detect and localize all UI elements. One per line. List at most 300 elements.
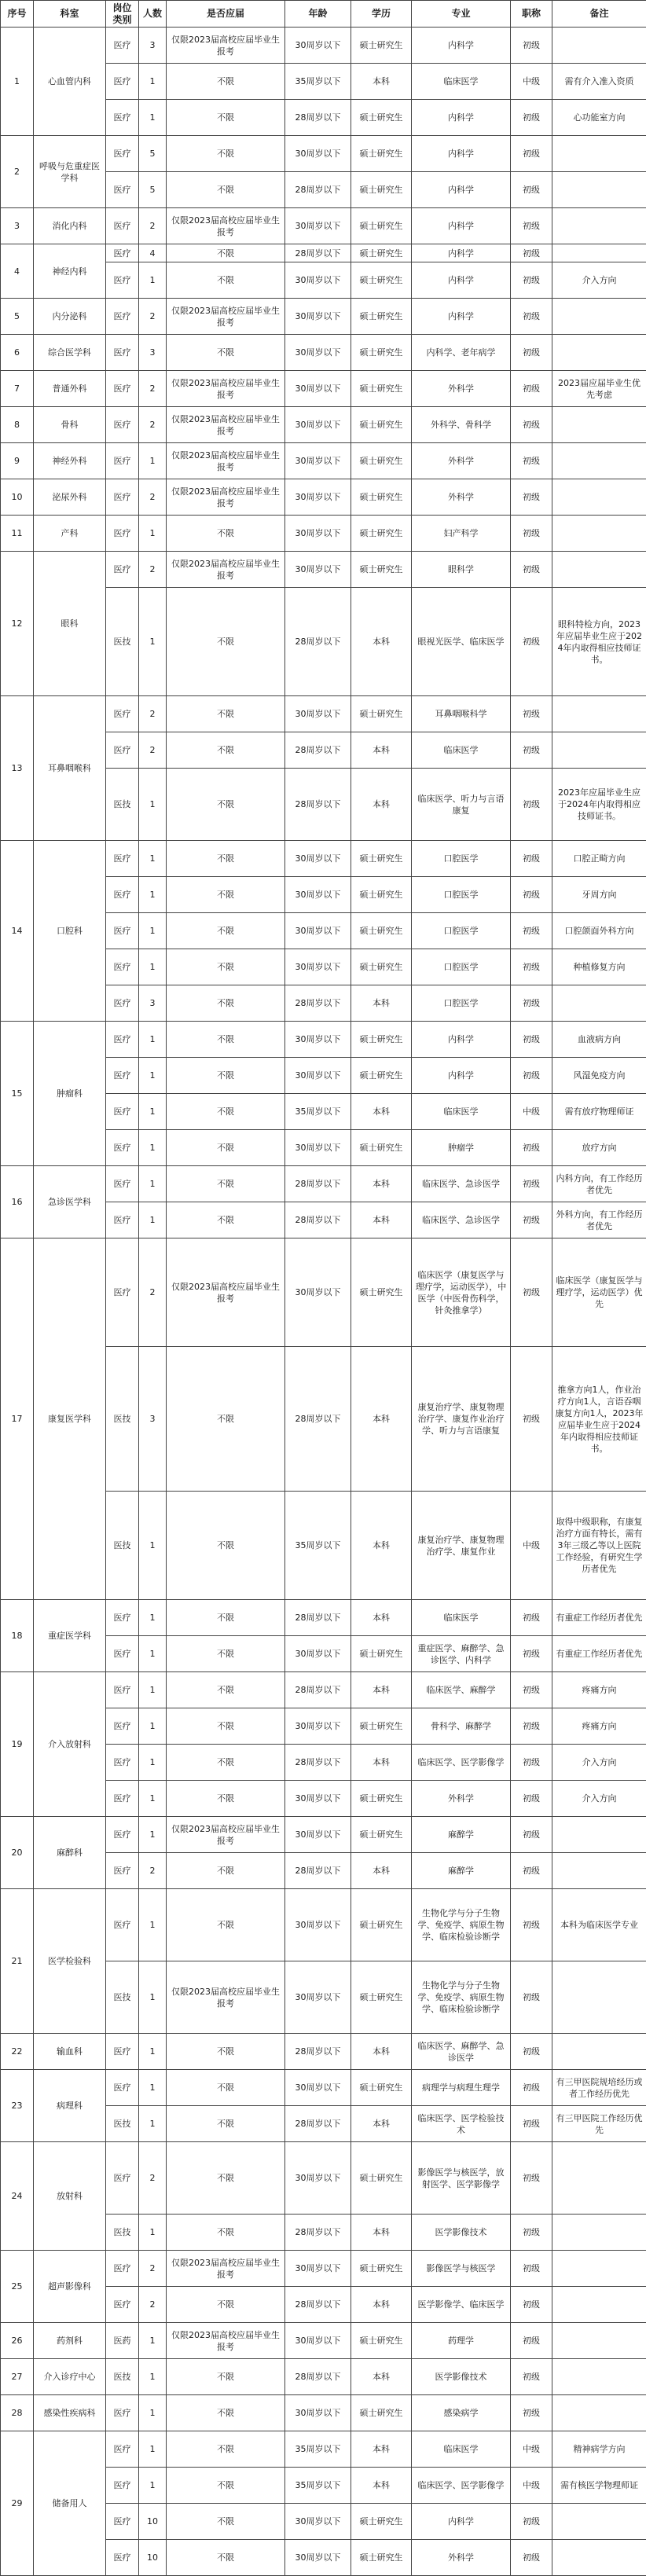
- remarks-cell: 介入方向: [552, 1745, 646, 1781]
- age-cell: 30周岁以下: [285, 407, 351, 443]
- major-cell: 外科学: [412, 1781, 511, 1817]
- graduate-cell: 不限: [167, 64, 285, 100]
- post-type-cell: 医药: [106, 2323, 139, 2359]
- count-cell: 2: [139, 1853, 167, 1889]
- post-type-cell: 医疗: [106, 1058, 139, 1094]
- post-type-cell: 医疗: [106, 1636, 139, 1672]
- education-cell: 硕士研究生: [351, 172, 412, 208]
- count-cell: 2: [139, 696, 167, 732]
- title-cell: 初级: [511, 2106, 552, 2142]
- title-cell: 初级: [511, 1672, 552, 1708]
- age-cell: 30周岁以下: [285, 1636, 351, 1672]
- graduate-cell: 不限: [167, 1130, 285, 1166]
- post-type-cell: 医疗: [106, 443, 139, 479]
- post-type-cell: 医疗: [106, 1094, 139, 1130]
- age-cell: 28周岁以下: [285, 1600, 351, 1636]
- age-cell: 30周岁以下: [285, 949, 351, 985]
- title-cell: 初级: [511, 588, 552, 696]
- age-cell: 30周岁以下: [285, 2395, 351, 2431]
- count-cell: 3: [139, 335, 167, 371]
- table-row: [1, 208, 646, 244]
- remarks-cell: [552, 2215, 646, 2251]
- major-cell: 医学影像技术: [412, 2215, 511, 2251]
- post-type-cell: 医疗: [106, 552, 139, 588]
- header-major: 专业: [412, 1, 511, 28]
- remarks-cell: [552, 244, 646, 262]
- post-type-cell: 医疗: [106, 2034, 139, 2070]
- post-type-cell: 医疗: [106, 1853, 139, 1889]
- index-cell: 5: [1, 299, 34, 335]
- major-cell: 临床医学、急诊医学: [412, 1202, 511, 1238]
- title-cell: 中级: [511, 2431, 552, 2468]
- table-row: [1, 136, 646, 172]
- age-cell: 30周岁以下: [285, 1708, 351, 1745]
- index-cell: 27: [1, 2359, 34, 2395]
- count-cell: 5: [139, 136, 167, 172]
- education-cell: 硕士研究生: [351, 1889, 412, 1961]
- post-type-cell: 医疗: [106, 1672, 139, 1708]
- age-cell: 30周岁以下: [285, 913, 351, 949]
- remarks-cell: [552, 136, 646, 172]
- post-type-cell: 医疗: [106, 1889, 139, 1961]
- title-cell: 初级: [511, 1745, 552, 1781]
- remarks-cell: [552, 696, 646, 732]
- major-cell: 妇产科学: [412, 516, 511, 552]
- title-cell: 初级: [511, 732, 552, 769]
- department-cell: 普通外科: [34, 371, 106, 407]
- major-cell: 内科学: [412, 208, 511, 244]
- graduate-cell: 不限: [167, 1745, 285, 1781]
- graduate-cell: 不限: [167, 588, 285, 696]
- title-cell: 初级: [511, 28, 552, 64]
- education-cell: 本科: [351, 1672, 412, 1708]
- count-cell: 2: [139, 407, 167, 443]
- title-cell: 初级: [511, 1600, 552, 1636]
- remarks-cell: [552, 2142, 646, 2215]
- count-cell: 1: [139, 64, 167, 100]
- graduate-cell: 不限: [167, 1781, 285, 1817]
- index-cell: 16: [1, 1166, 34, 1238]
- age-cell: 28周岁以下: [285, 1672, 351, 1708]
- title-cell: 初级: [511, 1166, 552, 1202]
- index-cell: 25: [1, 2251, 34, 2323]
- department-cell: 重症医学科: [34, 1600, 106, 1672]
- major-cell: 内科学: [412, 28, 511, 64]
- age-cell: 30周岁以下: [285, 28, 351, 64]
- table-row: [1, 244, 646, 262]
- graduate-cell: 不限: [167, 2215, 285, 2251]
- header-remarks: 备注: [552, 1, 646, 28]
- count-cell: 1: [139, 443, 167, 479]
- post-type-cell: 医疗: [106, 2287, 139, 2323]
- graduate-cell: 仅限2023届高校应届毕业生报考: [167, 28, 285, 64]
- post-type-cell: 医疗: [106, 28, 139, 64]
- graduate-cell: 不限: [167, 696, 285, 732]
- graduate-cell: 不限: [167, 1600, 285, 1636]
- post-type-cell: 医疗: [106, 335, 139, 371]
- education-cell: 硕士研究生: [351, 1238, 412, 1347]
- major-cell: 临床医学: [412, 1600, 511, 1636]
- count-cell: 4: [139, 244, 167, 262]
- table-row: [1, 516, 646, 552]
- count-cell: 1: [139, 841, 167, 877]
- table-row: [1, 1817, 646, 1853]
- remarks-cell: [552, 1853, 646, 1889]
- title-cell: 初级: [511, 1961, 552, 2034]
- post-type-cell: 医疗: [106, 2468, 139, 2504]
- age-cell: 30周岁以下: [285, 479, 351, 516]
- count-cell: 1: [139, 1961, 167, 2034]
- post-type-cell: 医疗: [106, 1202, 139, 1238]
- graduate-cell: 仅限2023届高校应届毕业生报考: [167, 479, 285, 516]
- count-cell: 1: [139, 1636, 167, 1672]
- age-cell: 30周岁以下: [285, 696, 351, 732]
- education-cell: 硕士研究生: [351, 371, 412, 407]
- remarks-cell: [552, 2323, 646, 2359]
- table-row: [1, 2070, 646, 2106]
- graduate-cell: 不限: [167, 985, 285, 1022]
- education-cell: 硕士研究生: [351, 2070, 412, 2106]
- major-cell: 内科学: [412, 1058, 511, 1094]
- index-cell: 24: [1, 2142, 34, 2251]
- graduate-cell: 不限: [167, 949, 285, 985]
- major-cell: 医学影像技术: [412, 2359, 511, 2395]
- age-cell: 30周岁以下: [285, 1238, 351, 1347]
- education-cell: 硕士研究生: [351, 1708, 412, 1745]
- graduate-cell: 不限: [167, 262, 285, 299]
- post-type-cell: 医疗: [106, 1708, 139, 1745]
- major-cell: 临床医学: [412, 2431, 511, 2468]
- graduate-cell: 仅限2023届高校应届毕业生报考: [167, 2251, 285, 2287]
- table-row: [1, 2034, 646, 2070]
- count-cell: 1: [139, 2070, 167, 2106]
- remarks-cell: 内科方向，有工作经历者优先: [552, 1166, 646, 1202]
- table-row: [1, 2142, 646, 2215]
- post-type-cell: 医疗: [106, 1022, 139, 1058]
- index-cell: 23: [1, 2070, 34, 2142]
- education-cell: 硕士研究生: [351, 28, 412, 64]
- count-cell: 1: [139, 2106, 167, 2142]
- age-cell: 28周岁以下: [285, 244, 351, 262]
- remarks-cell: [552, 552, 646, 588]
- index-cell: 18: [1, 1600, 34, 1672]
- count-cell: 1: [139, 913, 167, 949]
- count-cell: 1: [139, 1058, 167, 1094]
- major-cell: 临床医学（康复医学与理疗学，运动医学），中医学（中医骨伤科学，针灸推拿学）: [412, 1238, 511, 1347]
- table-row: [1, 1889, 646, 1961]
- age-cell: 30周岁以下: [285, 2504, 351, 2540]
- table-row: [1, 1600, 646, 1636]
- post-type-cell: 医疗: [106, 208, 139, 244]
- age-cell: 30周岁以下: [285, 1961, 351, 2034]
- graduate-cell: 不限: [167, 335, 285, 371]
- title-cell: 中级: [511, 1094, 552, 1130]
- graduate-cell: 不限: [167, 1022, 285, 1058]
- title-cell: 初级: [511, 100, 552, 136]
- age-cell: 30周岁以下: [285, 335, 351, 371]
- post-type-cell: 医疗: [106, 696, 139, 732]
- index-cell: 15: [1, 1022, 34, 1166]
- post-type-cell: 医疗: [106, 64, 139, 100]
- index-cell: 3: [1, 208, 34, 244]
- count-cell: 1: [139, 2034, 167, 2070]
- title-cell: 初级: [511, 371, 552, 407]
- graduate-cell: 仅限2023届高校应届毕业生报考: [167, 371, 285, 407]
- major-cell: 生物化学与分子生物学、免疫学、病原生物学、临床检验诊断学: [412, 1961, 511, 2034]
- age-cell: 35周岁以下: [285, 2468, 351, 2504]
- post-type-cell: 医疗: [106, 2395, 139, 2431]
- remarks-cell: 有重症工作经历者优先: [552, 1636, 646, 1672]
- major-cell: 影像医学与核医学，放射医学、医学影像学: [412, 2142, 511, 2215]
- title-cell: 中级: [511, 1492, 552, 1600]
- major-cell: 内科学: [412, 1022, 511, 1058]
- count-cell: 1: [139, 2431, 167, 2468]
- remarks-cell: 精神病学方向: [552, 2431, 646, 2468]
- graduate-cell: 仅限2023届高校应届毕业生报考: [167, 407, 285, 443]
- count-cell: 2: [139, 371, 167, 407]
- post-type-cell: 医疗: [106, 2504, 139, 2540]
- title-cell: 初级: [511, 2287, 552, 2323]
- table-row: [1, 335, 646, 371]
- age-cell: 35周岁以下: [285, 64, 351, 100]
- age-cell: 30周岁以下: [285, 2540, 351, 2576]
- index-cell: 8: [1, 407, 34, 443]
- major-cell: 外科学: [412, 371, 511, 407]
- table-row: [1, 299, 646, 335]
- title-cell: 初级: [511, 335, 552, 371]
- department-cell: 产科: [34, 516, 106, 552]
- post-type-cell: 医技: [106, 1347, 139, 1492]
- title-cell: 初级: [511, 769, 552, 841]
- graduate-cell: 不限: [167, 136, 285, 172]
- count-cell: 1: [139, 769, 167, 841]
- count-cell: 1: [139, 1708, 167, 1745]
- education-cell: 硕士研究生: [351, 1022, 412, 1058]
- count-cell: 1: [139, 2395, 167, 2431]
- title-cell: 初级: [511, 407, 552, 443]
- count-cell: 1: [139, 1889, 167, 1961]
- major-cell: 重症医学、麻醉学、急诊医学、内科学: [412, 1636, 511, 1672]
- title-cell: 初级: [511, 1817, 552, 1853]
- education-cell: 本科: [351, 2287, 412, 2323]
- education-cell: 本科: [351, 588, 412, 696]
- major-cell: 康复治疗学、康复物理治疗学、康复作业治疗学、听力与言语康复: [412, 1347, 511, 1492]
- age-cell: 28周岁以下: [285, 2287, 351, 2323]
- education-cell: 硕士研究生: [351, 552, 412, 588]
- count-cell: 5: [139, 172, 167, 208]
- remarks-cell: [552, 443, 646, 479]
- index-cell: 9: [1, 443, 34, 479]
- post-type-cell: 医疗: [106, 1130, 139, 1166]
- remarks-cell: 需有介入准入资质: [552, 64, 646, 100]
- remarks-cell: 有三甲医院规培经历或者工作经历优先: [552, 2070, 646, 2106]
- count-cell: 1: [139, 1817, 167, 1853]
- table-row: [1, 841, 646, 877]
- department-cell: 储备用人: [34, 2431, 106, 2576]
- department-cell: 药剂科: [34, 2323, 106, 2359]
- post-type-cell: 医技: [106, 1961, 139, 2034]
- remarks-cell: [552, 335, 646, 371]
- age-cell: 28周岁以下: [285, 732, 351, 769]
- department-cell: 综合医学科: [34, 335, 106, 371]
- index-cell: 20: [1, 1817, 34, 1889]
- education-cell: 硕士研究生: [351, 2251, 412, 2287]
- header-index: 序号: [1, 1, 34, 28]
- education-cell: 硕士研究生: [351, 1058, 412, 1094]
- remarks-cell: 放疗方向: [552, 1130, 646, 1166]
- education-cell: 本科: [351, 2468, 412, 2504]
- education-cell: 硕士研究生: [351, 335, 412, 371]
- post-type-cell: 医技: [106, 2359, 139, 2395]
- department-cell: 骨科: [34, 407, 106, 443]
- education-cell: 本科: [351, 1853, 412, 1889]
- age-cell: 30周岁以下: [285, 1889, 351, 1961]
- title-cell: 初级: [511, 2034, 552, 2070]
- department-cell: 耳鼻咽喉科: [34, 696, 106, 841]
- graduate-cell: 不限: [167, 1708, 285, 1745]
- count-cell: 2: [139, 552, 167, 588]
- age-cell: 28周岁以下: [285, 2215, 351, 2251]
- count-cell: 2: [139, 208, 167, 244]
- age-cell: 28周岁以下: [285, 985, 351, 1022]
- title-cell: 初级: [511, 299, 552, 335]
- remarks-cell: 口腔正畸方向: [552, 841, 646, 877]
- header-post-type: 岗位类别: [106, 1, 139, 28]
- graduate-cell: 不限: [167, 1347, 285, 1492]
- post-type-cell: 医疗: [106, 913, 139, 949]
- education-cell: 硕士研究生: [351, 479, 412, 516]
- graduate-cell: 不限: [167, 172, 285, 208]
- table-row: [1, 479, 646, 516]
- count-cell: 1: [139, 516, 167, 552]
- graduate-cell: 不限: [167, 1636, 285, 1672]
- education-cell: 硕士研究生: [351, 443, 412, 479]
- major-cell: 耳鼻咽喉科学: [412, 696, 511, 732]
- title-cell: 初级: [511, 443, 552, 479]
- count-cell: 1: [139, 1600, 167, 1636]
- graduate-cell: 不限: [167, 1672, 285, 1708]
- header-age: 年龄: [285, 1, 351, 28]
- table-row: [1, 1672, 646, 1708]
- major-cell: 医学影像学、临床医学: [412, 2287, 511, 2323]
- count-cell: 2: [139, 479, 167, 516]
- count-cell: 2: [139, 2142, 167, 2215]
- education-cell: 本科: [351, 1202, 412, 1238]
- major-cell: 口腔医学: [412, 985, 511, 1022]
- title-cell: 初级: [511, 1889, 552, 1961]
- post-type-cell: 医疗: [106, 1817, 139, 1853]
- graduate-cell: 不限: [167, 913, 285, 949]
- title-cell: 初级: [511, 877, 552, 913]
- remarks-cell: 外科方向，有工作经历者优先: [552, 1202, 646, 1238]
- department-cell: 口腔科: [34, 841, 106, 1022]
- department-cell: 放射科: [34, 2142, 106, 2251]
- graduate-cell: 不限: [167, 2070, 285, 2106]
- department-cell: 介入诊疗中心: [34, 2359, 106, 2395]
- remarks-cell: 眼科特检方向，2023年应届毕业生应于2024年内取得相应技师证书。: [552, 588, 646, 696]
- title-cell: 初级: [511, 1130, 552, 1166]
- count-cell: 2: [139, 2287, 167, 2323]
- department-cell: 介入放射科: [34, 1672, 106, 1817]
- count-cell: 1: [139, 1130, 167, 1166]
- title-cell: 初级: [511, 2323, 552, 2359]
- count-cell: 1: [139, 1166, 167, 1202]
- title-cell: 初级: [511, 985, 552, 1022]
- age-cell: 28周岁以下: [285, 100, 351, 136]
- remarks-cell: 种植修复方向: [552, 949, 646, 985]
- graduate-cell: 仅限2023届高校应届毕业生报考: [167, 299, 285, 335]
- major-cell: 内科学: [412, 244, 511, 262]
- department-cell: 病理科: [34, 2070, 106, 2142]
- education-cell: 硕士研究生: [351, 2323, 412, 2359]
- title-cell: 初级: [511, 262, 552, 299]
- major-cell: 内科学: [412, 100, 511, 136]
- index-cell: 12: [1, 552, 34, 696]
- major-cell: 临床医学: [412, 1094, 511, 1130]
- graduate-cell: 不限: [167, 1166, 285, 1202]
- table-row: [1, 2323, 646, 2359]
- title-cell: 初级: [511, 1022, 552, 1058]
- graduate-cell: 不限: [167, 2431, 285, 2468]
- header-count: 人数: [139, 1, 167, 28]
- major-cell: 麻醉学: [412, 1817, 511, 1853]
- post-type-cell: 医疗: [106, 2070, 139, 2106]
- graduate-cell: 不限: [167, 769, 285, 841]
- major-cell: 眼科学: [412, 552, 511, 588]
- remarks-cell: [552, 2359, 646, 2395]
- age-cell: 30周岁以下: [285, 371, 351, 407]
- post-type-cell: 医疗: [106, 949, 139, 985]
- graduate-cell: 不限: [167, 2468, 285, 2504]
- table-row: [1, 2395, 646, 2431]
- count-cell: 1: [139, 949, 167, 985]
- title-cell: 初级: [511, 1238, 552, 1347]
- graduate-cell: 不限: [167, 2106, 285, 2142]
- education-cell: 硕士研究生: [351, 841, 412, 877]
- age-cell: 30周岁以下: [285, 299, 351, 335]
- index-cell: 10: [1, 479, 34, 516]
- age-cell: 30周岁以下: [285, 2070, 351, 2106]
- count-cell: 1: [139, 1022, 167, 1058]
- title-cell: 初级: [511, 552, 552, 588]
- index-cell: 6: [1, 335, 34, 371]
- education-cell: 硕士研究生: [351, 1781, 412, 1817]
- graduate-cell: 仅限2023届高校应届毕业生报考: [167, 208, 285, 244]
- post-type-cell: 医技: [106, 1492, 139, 1600]
- graduate-cell: 仅限2023届高校应届毕业生报考: [167, 1961, 285, 2034]
- index-cell: 1: [1, 28, 34, 136]
- education-cell: 本科: [351, 1347, 412, 1492]
- title-cell: 初级: [511, 1708, 552, 1745]
- major-cell: 外科学、骨科学: [412, 407, 511, 443]
- age-cell: 30周岁以下: [285, 136, 351, 172]
- major-cell: 口腔医学: [412, 841, 511, 877]
- education-cell: 本科: [351, 1166, 412, 1202]
- remarks-cell: [552, 2034, 646, 2070]
- remarks-cell: [552, 407, 646, 443]
- count-cell: 10: [139, 2504, 167, 2540]
- major-cell: 感染病学: [412, 2395, 511, 2431]
- count-cell: 1: [139, 1672, 167, 1708]
- age-cell: 30周岁以下: [285, 1058, 351, 1094]
- index-cell: 2: [1, 136, 34, 208]
- graduate-cell: 不限: [167, 1889, 285, 1961]
- major-cell: 内科学、老年病学: [412, 335, 511, 371]
- post-type-cell: 医疗: [106, 2540, 139, 2576]
- remarks-cell: [552, 208, 646, 244]
- graduate-cell: 不限: [167, 1058, 285, 1094]
- post-type-cell: 医疗: [106, 2431, 139, 2468]
